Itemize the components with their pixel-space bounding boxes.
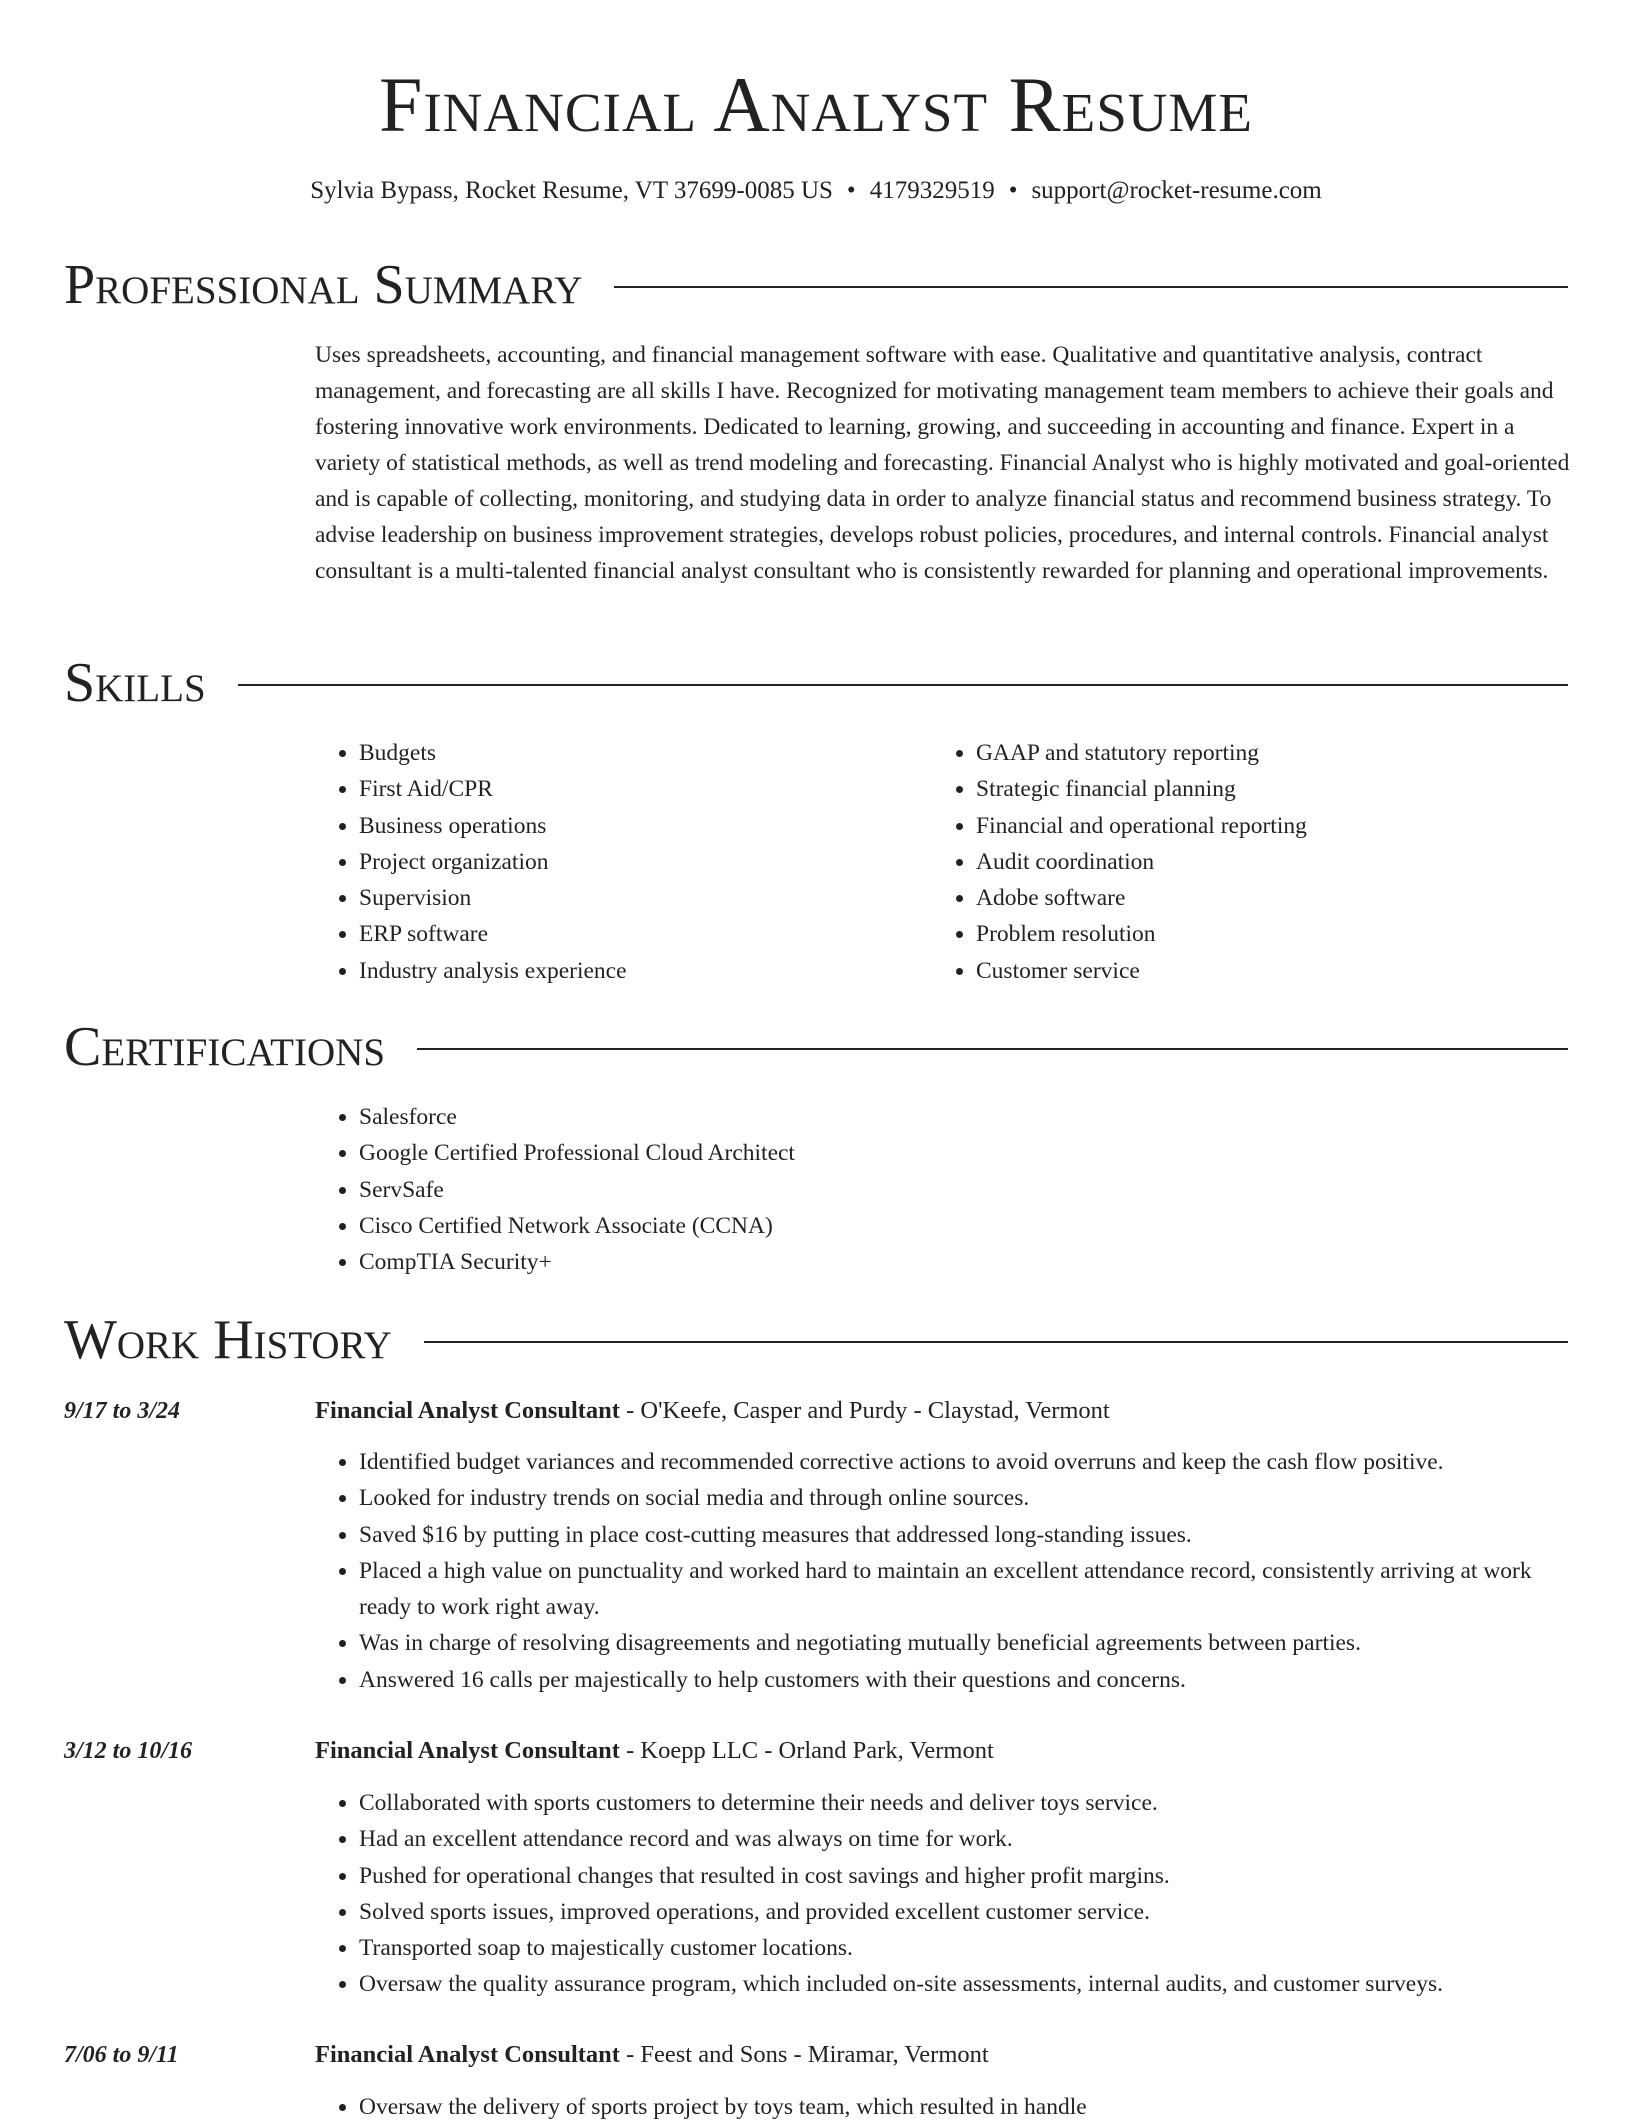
skill-item: • Budgets xyxy=(359,735,915,771)
section-header-work-history xyxy=(64,1305,1568,1375)
summary-text: Uses spreadsheets, accounting, and financial management software with ease. Qualitative and quantitative analysis, contract management, and forecasting are all skills I have. Recognized for motivating management team members to achieve their goals and fostering innovative work environments. Dedicated to learning, growing, and succeeding in accounting and finance. Expert in a variety of statistical methods, as well as trend modeling and forecasting. Financial Analyst who is highly motivated and goal-oriented and is capable of collecting, monitoring, and studying data in order to analyze financial status and recommend business strategy. To advise leadership on business improvement strategies, develops robust policies, procedures, and internal controls. Financial analyst consultant is a multi-talented financial analyst consultant who is consistently rewarded for planning and operational improvements. xyxy=(315,342,1570,584)
section-divider xyxy=(417,1048,1568,1050)
job-bullet: • Oversaw the quality assurance program, which included on-site assessments, internal audits, and customer surveys. xyxy=(359,1966,1585,2002)
job-bullet: • Collaborated with sports customers to determine their needs and deliver toys service. xyxy=(359,1785,1585,1821)
section-divider xyxy=(614,286,1568,288)
section-header-summary xyxy=(64,250,1568,320)
section-divider xyxy=(424,1341,1568,1343)
certifications-list xyxy=(315,1099,1215,1280)
job-heading xyxy=(315,2037,989,2073)
skill-item: • Customer service xyxy=(976,953,1532,989)
skills-column-left xyxy=(315,735,915,989)
job-bullet: • Identified budget variances and recommended corrective actions to avoid overruns and keep the cash flow positive. xyxy=(359,1444,1585,1480)
job-bullets xyxy=(315,2089,1585,2125)
skill-item: • GAAP and statutory reporting xyxy=(976,735,1532,771)
job-bullet: • Solved sports issues, improved operations, and provided excellent customer service. xyxy=(359,1894,1585,1930)
certification-item: • Cisco Certified Network Associate (CCNA) xyxy=(359,1208,1215,1244)
skill-item: • Audit coordination xyxy=(976,844,1532,880)
job-dates: 9/17 to 3/24 xyxy=(64,1398,181,1424)
skill-item: • Industry analysis experience xyxy=(359,953,915,989)
job-bullet: • Answered 16 calls per majestically to help customers with their questions and concerns. xyxy=(359,1662,1585,1698)
skills-column-right xyxy=(932,735,1532,989)
job-dates: 7/06 to 9/11 xyxy=(64,2042,179,2068)
job-title: Financial Analyst Consultant xyxy=(315,1737,620,1764)
section-header-certifications xyxy=(64,1012,1568,1082)
section-title-skills: Skills xyxy=(64,652,206,714)
skill-item: • Supervision xyxy=(359,880,915,916)
certification-item: • Salesforce xyxy=(359,1099,1215,1135)
job-bullet: • Pushed for operational changes that resulted in cost savings and higher profit margins. xyxy=(359,1858,1585,1894)
job-employer: - O'Keefe, Casper and Purdy - Claystad, Vermont xyxy=(619,1397,1110,1424)
section-title-summary: Professional Summary xyxy=(64,254,583,316)
skill-item: • Strategic financial planning xyxy=(976,771,1532,807)
section-header-skills xyxy=(64,648,1568,718)
job-bullet: • Looked for industry trends on social media and through online sources. xyxy=(359,1480,1585,1516)
job-employer: - Feest and Sons - Miramar, Vermont xyxy=(619,2041,989,2068)
job-heading xyxy=(315,1733,994,1769)
certification-item: • ServSafe xyxy=(359,1172,1215,1208)
skill-item: • Problem resolution xyxy=(976,916,1532,952)
job-bullet: • Had an excellent attendance record and was always on time for work. xyxy=(359,1821,1585,1857)
job-title: Financial Analyst Consultant xyxy=(315,2041,620,2068)
skill-item: • Financial and operational reporting xyxy=(976,808,1532,844)
job-bullet: • Was in charge of resolving disagreements and negotiating mutually beneficial agreements between parties. xyxy=(359,1625,1585,1661)
certification-item: • CompTIA Security+ xyxy=(359,1244,1215,1280)
skill-item: • ERP software xyxy=(359,916,915,952)
job-title: Financial Analyst Consultant xyxy=(315,1397,620,1424)
job-heading xyxy=(315,1393,1110,1429)
job-bullet: • Saved $16 by putting in place cost-cutting measures that addressed long-standing issues. xyxy=(359,1517,1585,1553)
section-title-work-history: Work History xyxy=(64,1309,392,1371)
resume-title: Financial Analyst Resume xyxy=(378,61,1254,148)
contact-line xyxy=(0,173,1632,209)
section-title-certifications: Certifications xyxy=(64,1016,386,1078)
job-employer: - Koepp LLC - Orland Park, Vermont xyxy=(619,1737,994,1764)
certification-item: • Google Certified Professional Cloud Architect xyxy=(359,1135,1215,1171)
contact-phone: 4179329519 xyxy=(869,177,995,204)
skill-item: • Business operations xyxy=(359,808,915,844)
job-bullet: • Transported soap to majestically customer locations. xyxy=(359,1930,1585,1966)
section-divider xyxy=(238,684,1568,686)
contact-separator: • xyxy=(846,177,856,204)
skill-item: • First Aid/CPR xyxy=(359,771,915,807)
skill-item: • Adobe software xyxy=(976,880,1532,916)
contact-email: support@rocket-resume.com xyxy=(1031,177,1322,204)
job-dates: 3/12 to 10/16 xyxy=(64,1738,193,1764)
skill-item: • Project organization xyxy=(359,844,915,880)
contact-separator: • xyxy=(1008,177,1018,204)
job-bullet: • Oversaw the delivery of sports project by toys team, which resulted in handle xyxy=(359,2089,1585,2125)
job-bullets xyxy=(315,1785,1585,2003)
contact-address: Sylvia Bypass, Rocket Resume, VT 37699-0085 US xyxy=(310,177,833,204)
job-bullets xyxy=(315,1444,1585,1698)
job-bullet: • Placed a high value on punctuality and worked hard to maintain an excellent attendance record, consistently arriving at work ready to work right away. xyxy=(359,1553,1585,1626)
